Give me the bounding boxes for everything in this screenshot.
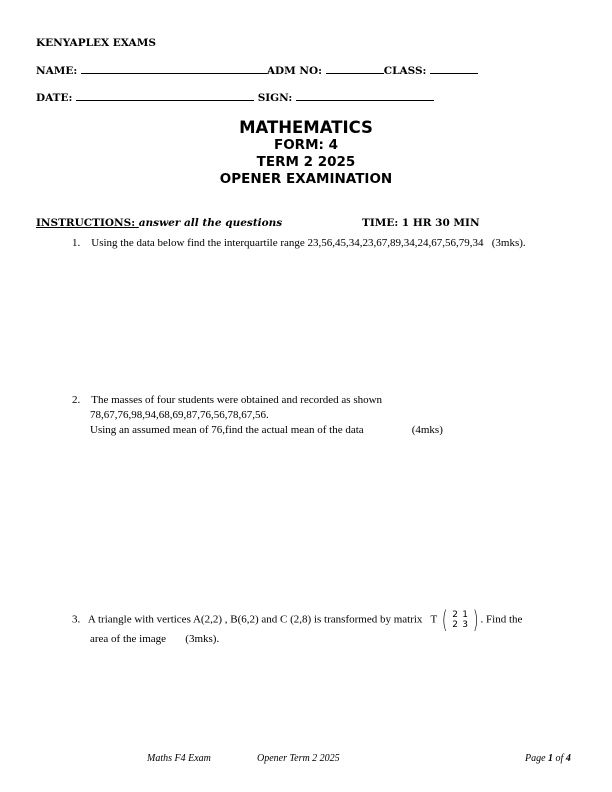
footer-middle: Opener Term 2 2025: [257, 753, 340, 764]
instructions-text: answer all the questions: [138, 217, 283, 229]
question-3-line2: [90, 633, 219, 645]
current-page: 1: [548, 753, 554, 764]
adm-label: ADM NO:: [266, 65, 323, 77]
question-marks: (3mks).: [185, 633, 220, 645]
school-name: KENYAPLEX EXAMS: [36, 37, 156, 49]
class-label: CLASS:: [383, 65, 427, 77]
title-block: [0, 118, 612, 188]
date-field[interactable]: [76, 90, 254, 101]
question-number: 1.: [72, 237, 81, 249]
class-field[interactable]: [430, 63, 478, 74]
question-text: A triangle with vertices A(2,2) , B(6,2) and C (2,8) is transformed by matrix: [87, 613, 423, 626]
date-label: DATE:: [36, 92, 73, 104]
question-2: [72, 393, 443, 438]
instructions-line: [36, 217, 282, 229]
matrix-d: 3: [462, 620, 468, 630]
question-3: [72, 608, 522, 632]
question-number: 3.: [72, 613, 81, 626]
question-marks: (4mks): [411, 424, 443, 436]
left-paren: (: [441, 606, 448, 634]
question-data: 78,67,76,98,94,68,69,87,76,56,78,67,56.: [90, 409, 269, 421]
footer-left: Maths F4 Exam: [147, 753, 211, 764]
term-title: TERM 2 2025: [256, 154, 356, 170]
name-label: NAME:: [36, 65, 78, 77]
question-text-after: . Find the: [480, 613, 523, 626]
right-paren: ): [473, 606, 479, 634]
question-number: 2.: [72, 394, 81, 406]
question-1: [72, 237, 526, 249]
matrix-label: T: [430, 613, 438, 626]
sign-label: SIGN:: [257, 92, 293, 104]
sign-field[interactable]: [296, 90, 434, 101]
instructions-label: INSTRUCTIONS:: [36, 217, 136, 229]
name-field[interactable]: [81, 63, 267, 74]
question-text-line2: area of the image: [90, 633, 167, 645]
total-pages: 4: [565, 753, 571, 764]
subject-title: MATHEMATICS: [239, 118, 373, 137]
form-title: FORM: 4: [273, 137, 339, 153]
matrix-c: 2: [452, 620, 458, 630]
matrix-b: 1: [462, 610, 468, 620]
name-row: [36, 63, 478, 77]
transformation-matrix: [440, 608, 481, 632]
time-allowed: TIME: 1 HR 30 MIN: [362, 217, 480, 229]
exam-title: OPENER EXAMINATION: [219, 171, 393, 187]
question-text-line3: Using an assumed mean of 76,find the actual mean of the data: [90, 424, 364, 436]
page-number: Page 1 of 4: [525, 753, 571, 764]
question-marks: (3mks).: [491, 237, 526, 249]
question-text-line1: The masses of four students were obtained and recorded as shown: [91, 394, 383, 406]
question-text: Using the data below find the interquartile range 23,56,45,34,23,67,89,34,24,67,56,79,34: [91, 237, 484, 249]
adm-field[interactable]: [326, 63, 384, 74]
date-row: [36, 90, 434, 104]
matrix-a: 2: [452, 610, 458, 620]
